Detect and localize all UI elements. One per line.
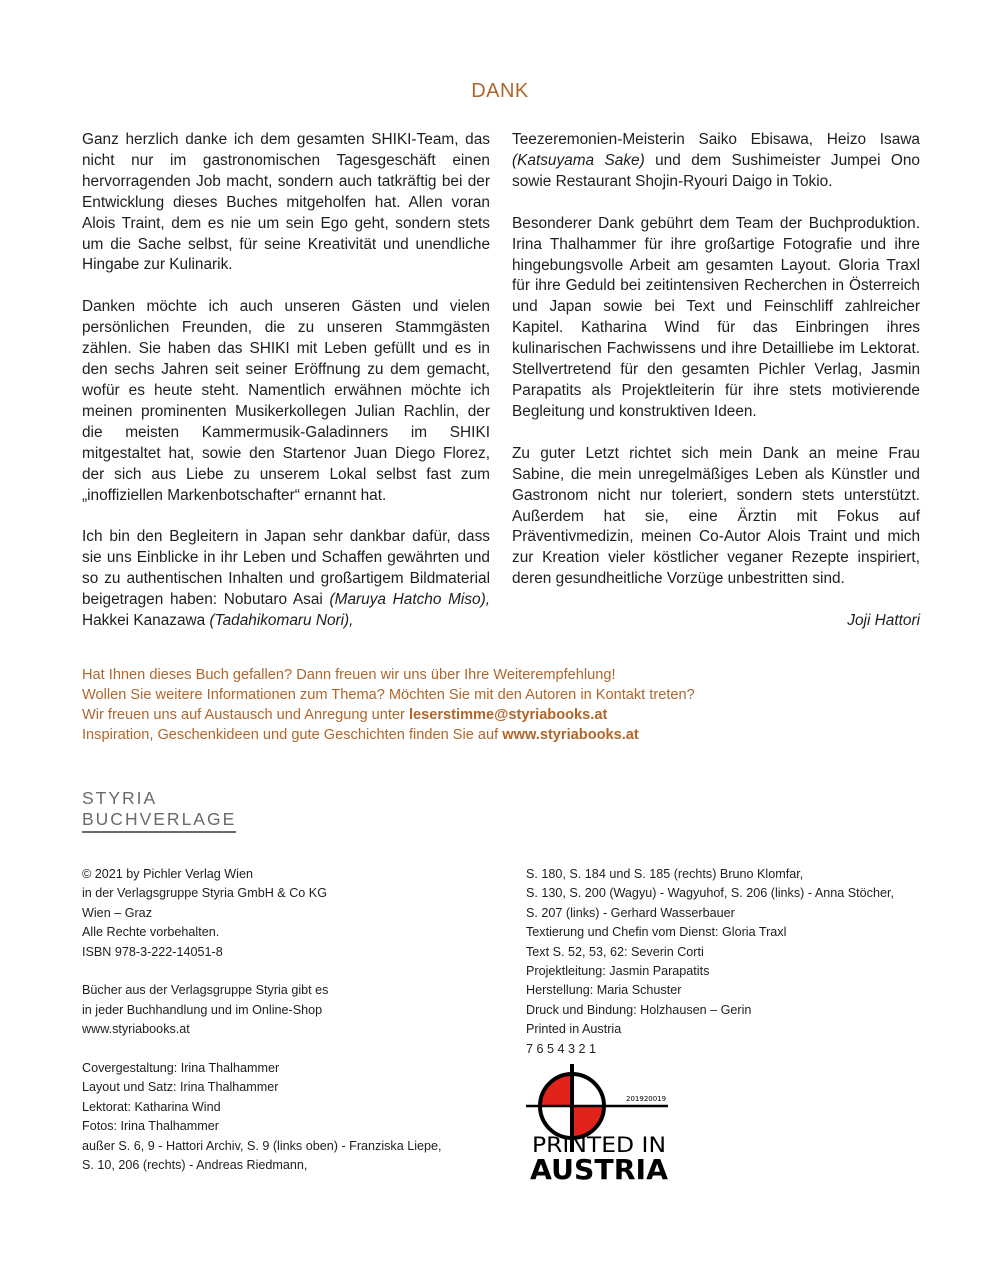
right-column [512, 130, 920, 632]
text-run: und dem Sushimeister Jumpei Ono sowie Restaurant Shojin-Ryouri Daigo in Tokio. [512, 151, 920, 190]
imprint-line: www.styriabooks.at [82, 1022, 190, 1037]
imprint-line: S. 180, S. 184 und S. 185 (rechts) Bruno Klomfar, [526, 867, 804, 881]
imprint-line: außer S. 6, 9 - Hattori Archiv, S. 9 (links oben) - Franziska Liepe, [82, 1138, 442, 1153]
imprint-right [526, 865, 946, 1059]
spacer [82, 962, 502, 981]
imprint-line: Layout und Satz: Irina Thalhammer [82, 1080, 279, 1095]
imprint-line: ISBN 978-3-222-14051-8 [82, 944, 223, 959]
imprint-line: S. 207 (links) - Gerhard Wasserbauer [526, 905, 735, 920]
imprint-line: S. 10, 206 (rechts) - Andreas Riedmann, [82, 1158, 308, 1173]
imprint-line: Herstellung: Maria Schuster [526, 983, 682, 998]
italic-run: (Tadahikomaru Nori), [209, 612, 354, 630]
italic-run: (Katsuyama Sake) [512, 151, 645, 169]
imprint-line: 7 6 5 4 3 2 1 [526, 1041, 597, 1056]
paragraph: Besonderer Dank gebührt dem Team der Buchproduktion. Irina Thalhammer für ihre großartige Fotografie und ihre hingebungsvolle Arbeit am gesamten Layout. Gloria Traxl für ihre Geduld bei zeitintensiven Recherchen in Österreich und Japan sowie bei Text und Feinschliff zahlreicher Kapitel. Katharina Wind für das Einbringen ihres kulinarischen Fachwissens und ihre Detailliebe im Lektorat. Stellvertretend für den gesamten Pichler Verlag, Jasmin Parapatits als Projektleiterin für ihre stets motivierende Begleitung und konstruktiven Ideen. [512, 214, 920, 420]
logo-text-line1: PRINTED IN [532, 1133, 666, 1157]
logo-line: STYRIA [82, 788, 158, 808]
imprint-left [82, 865, 502, 1175]
promo-line [82, 725, 695, 745]
paragraph: Ganz herzlich danke ich dem gesamten SHIKI-Team, das nicht nur im gastronomischen Tagesgeschäft einen hervorragenden Job macht, sondern auch tatkräftig bei der Entwicklung dieses Buches mitgeholfen hat. Allen voran Alois Traint, dem es nie um sein Ego geht, sondern stets um die Sache selbst, für seine Kreativität und unendliche Hingabe zur Kulinarik. [82, 131, 490, 274]
promo-text: Wir freuen uns auf Austausch und Anregung unter [82, 707, 409, 723]
promo-block [82, 665, 695, 745]
imprint-line: Wien – Graz [82, 905, 152, 920]
page-title: DANK [471, 80, 529, 102]
imprint-line: Text S. 52, 53, 62: Severin Corti [526, 944, 704, 959]
logo-code: 201920019 [626, 1095, 667, 1103]
italic-run: (Maruya Hatcho Miso), [329, 591, 490, 609]
text-run: Hakkei Kanazawa [82, 612, 210, 630]
promo-line: Hat Ihnen dieses Buch gefallen? Dann freuen wir uns über Ihre Weiterempfehlung! [82, 667, 616, 683]
text-run: Teezeremonien-Meisterin Saiko Ebisawa, Heizo Isawa [512, 131, 920, 148]
imprint-line: © 2021 by Pichler Verlag Wien [82, 867, 253, 881]
promo-line [82, 705, 695, 725]
imprint-line: Fotos: Irina Thalhammer [82, 1119, 219, 1134]
imprint-line: S. 130, S. 200 (Wagyu) - Wagyuhof, S. 206 (links) - Anna Stöcher, [526, 886, 894, 901]
imprint-line: Covergestaltung: Irina Thalhammer [82, 1061, 280, 1076]
paragraph: Danken möchte ich auch unseren Gästen und vielen persönlichen Freunden, die zu unseren Stammgästen zählen. Sie haben das SHIKI mit Leben gefüllt und es in den sechs Jahren seit seiner Eröffnung zu dem gemacht, wofür es heute steht. Namentlich erwähnen möchte ich meinen prominenten Musikerkollegen Julian Rachlin, der die meisten Kammermusik-Galadinners im SHIKI mitgestaltet hat, sowie den Startenor Juan Diego Florez, der sich aus Liebe zu unserem Lokal selbst fast zum „inoffiziellen Markenbotschafter“ ernannt hat. [82, 298, 490, 504]
imprint-line: Textierung und Chefin vom Dienst: Gloria Traxl [526, 925, 787, 940]
text-run: Ich bin den Begleitern in Japan sehr dankbar dafür, dass sie uns Einblicke in ihr Leben und Schaffen gewährten und so zu authentischen Inhalten und großartigem Bildmaterial beigetragen haben: Nobutaro Asai [82, 528, 490, 609]
styria-logo [82, 788, 236, 833]
paragraph [512, 130, 920, 193]
imprint-line: Alle Rechte vorbehalten. [82, 925, 220, 940]
imprint-line: Lektorat: Katharina Wind [82, 1099, 221, 1114]
logo-line: BUCHVERLAGE [82, 809, 236, 833]
imprint-line: in der Verlagsgruppe Styria GmbH & Co KG [82, 886, 327, 901]
website-link[interactable]: www.styriabooks.at [502, 727, 639, 743]
promo-text: Inspiration, Geschenkideen und gute Geschichten finden Sie auf [82, 727, 503, 743]
imprint-line: Bücher aus der Verlagsgruppe Styria gibt es [82, 983, 329, 998]
imprint-line: Druck und Bindung: Holzhausen – Gerin [526, 1002, 752, 1017]
signature: Joji Hattori [847, 612, 920, 630]
paragraph [82, 527, 490, 632]
email-link[interactable]: leserstimme@styriabooks.at [408, 707, 608, 723]
paragraph: Zu guter Letzt richtet sich mein Dank an meine Frau Sabine, die mein unregelmäßiges Leben als Künstler und Gastronom nicht nur toleriert, sondern stets unterstützt. Außerdem hat sie, eine Ärztin mit Fokus auf Präventivmedizin, meinen Co-Autor Alois Traint und mich zur Kreation vieler köstlicher veganer Rezepte inspiriert, deren gesundheitliche Vorzüge unbestritten sind. [512, 444, 920, 588]
printed-in-austria-logo [526, 1064, 676, 1182]
promo-line: Wollen Sie weitere Informationen zum Thema? Möchten Sie mit den Autoren in Kontakt treten? [82, 687, 695, 703]
logo-text-line2: AUSTRIA [530, 1153, 669, 1182]
spacer [82, 1040, 502, 1059]
imprint-line: Projektleitung: Jasmin Parapatits [526, 964, 710, 979]
left-column [82, 130, 490, 653]
imprint-line: in jeder Buchhandlung und im Online-Shop [82, 1002, 323, 1017]
imprint-line: Printed in Austria [526, 1022, 622, 1037]
